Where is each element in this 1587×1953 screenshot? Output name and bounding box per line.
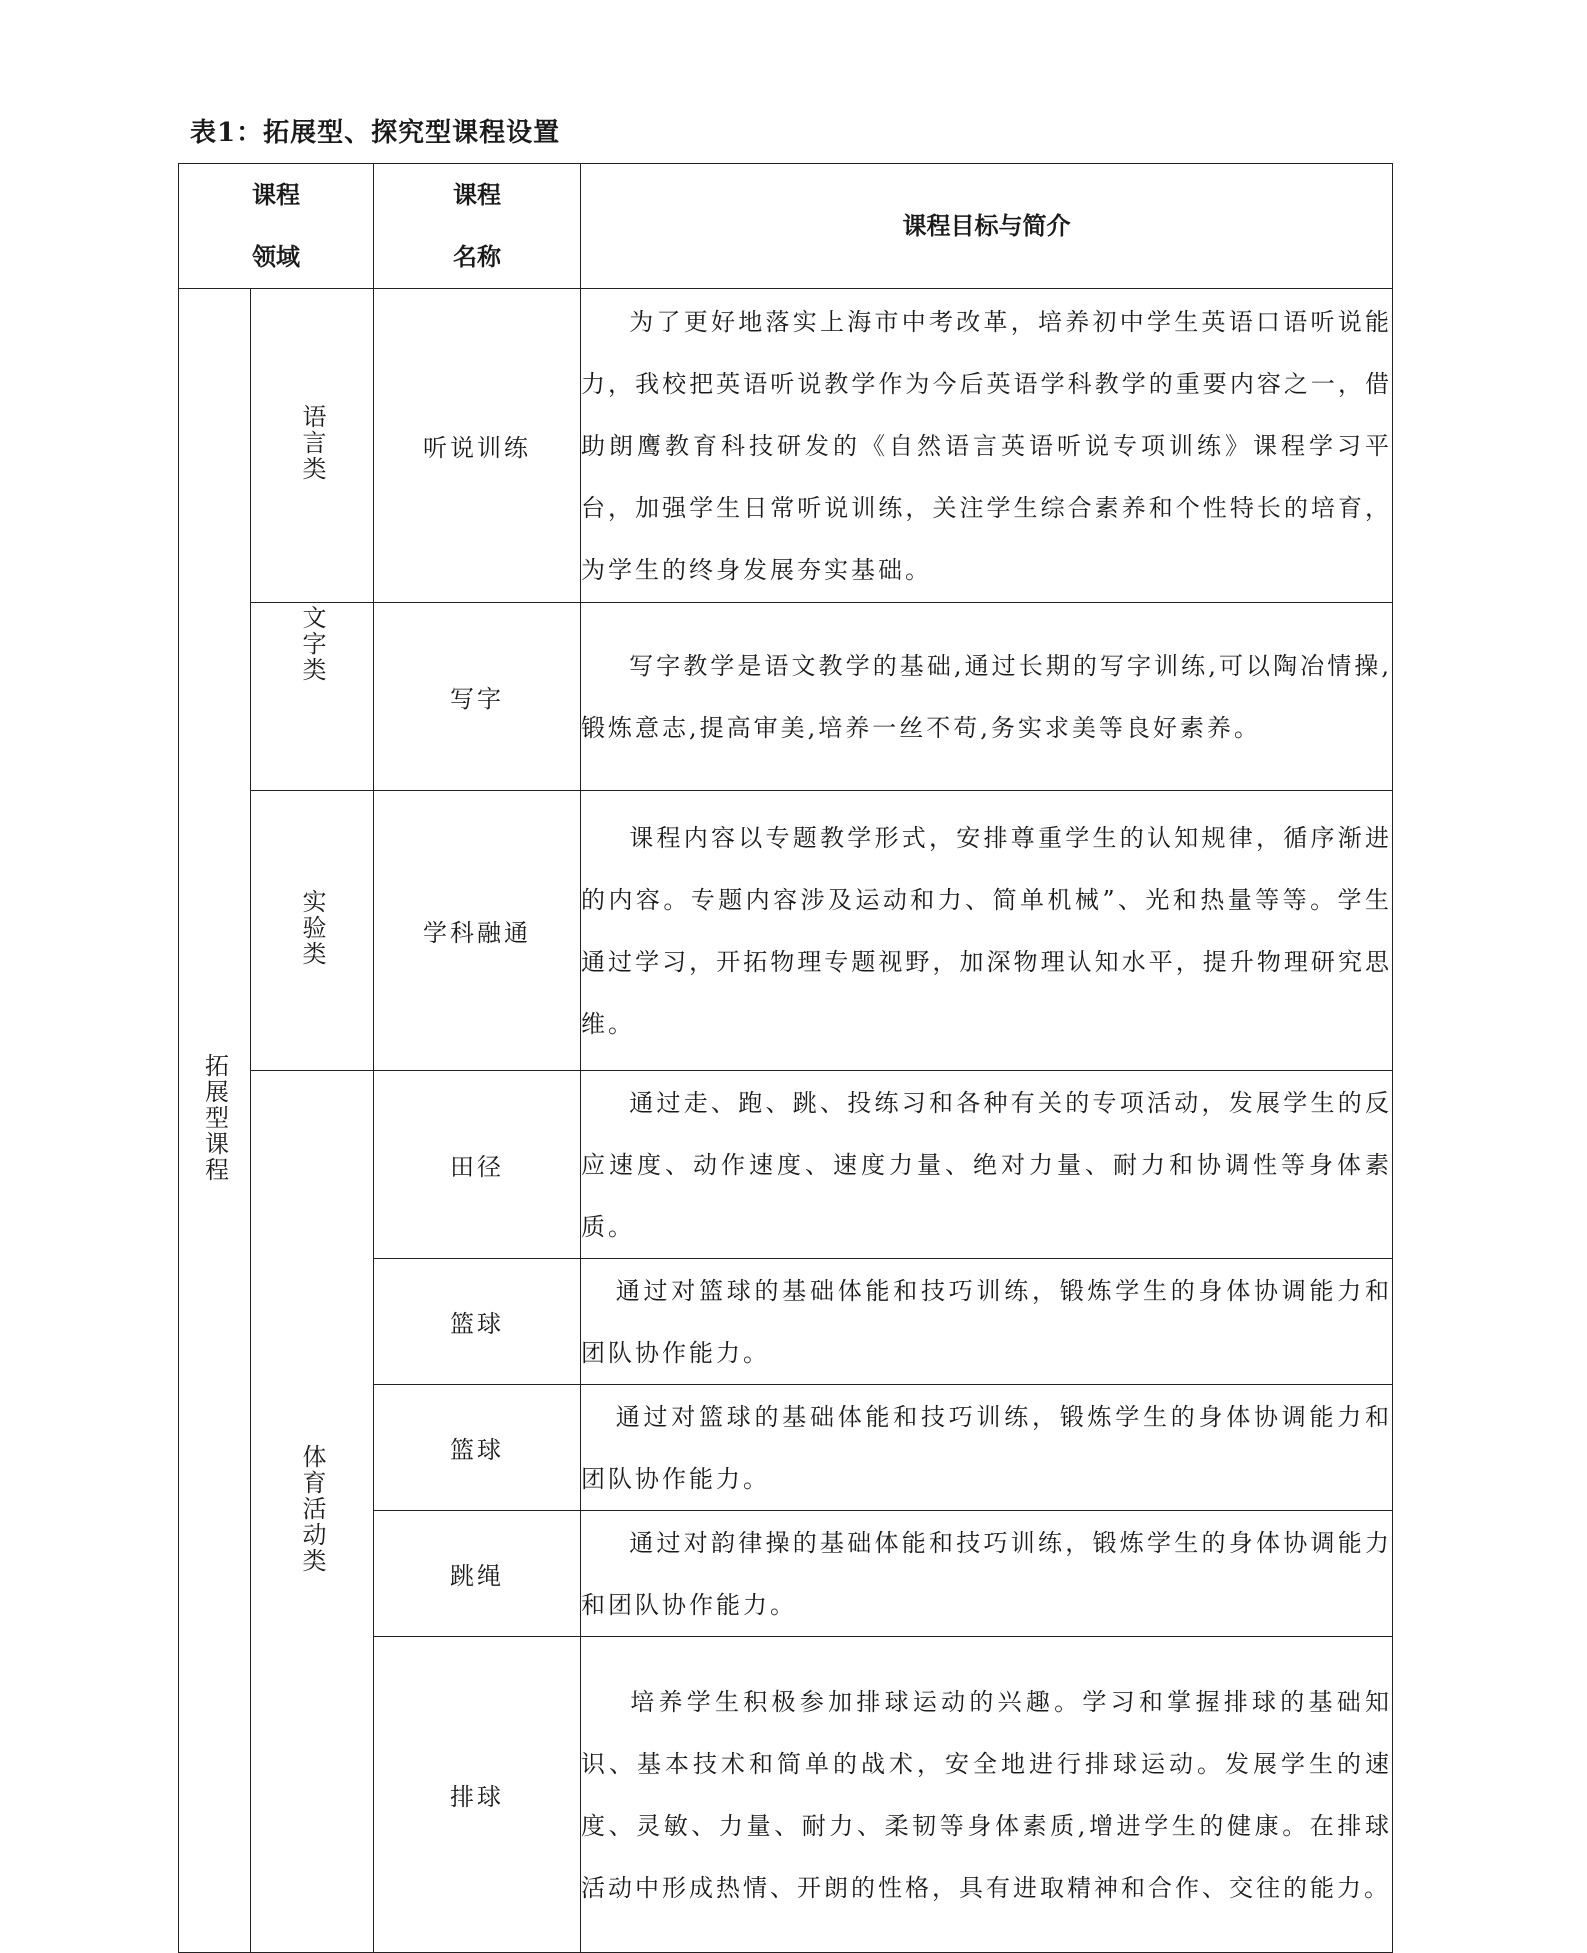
subcategory-label: 实验类 xyxy=(298,888,326,967)
course-description: 培养学生积极参加排球运动的兴趣。学习和掌握排球的基础知识、基本技术和简单的战术，安全地进行排球运动。发展学生的速度、灵敏、力量、耐力、柔韧等身体素质,增进学生的健康。在排球活动中形成热情、开朗的性格，具有进取精神和合作、交往的能力。 xyxy=(581,1637,1393,1953)
course-description: 课程内容以专题教学形式，安排尊重学生的认知规律，循序渐进的内容。专题内容涉及运动和力、简单机械”、光和热量等等。学生通过学习，开拓物理专题视野，加深物理认知水平，提升物理研究思维。 xyxy=(581,791,1393,1071)
category-cell xyxy=(179,289,251,1953)
course-name: 田径 xyxy=(374,1071,581,1259)
header-domain xyxy=(179,164,374,289)
subcategory-language xyxy=(251,289,374,603)
course-description: 通过走、跑、跳、投练习和各种有关的专项活动，发展学生的反应速度、动作速度、速度力量、绝对力量、耐力和协调性等身体素质。 xyxy=(581,1071,1393,1259)
header-domain-line1: 课程 xyxy=(252,180,300,209)
course-description: 通过对韵律操的基础体能和技巧训练，锻炼学生的身体协调能力和团队协作能力。 xyxy=(581,1511,1393,1637)
course-name: 排球 xyxy=(374,1637,581,1953)
table-caption: 表1：拓展型、探究型课程设置 xyxy=(190,118,561,148)
table-row xyxy=(179,289,1393,603)
course-name: 写字 xyxy=(374,603,581,791)
table-row xyxy=(179,1071,1393,1259)
course-description: 通过对篮球的基础体能和技巧训练，锻炼学生的身体协调能力和团队协作能力。 xyxy=(581,1385,1393,1511)
header-domain-line2: 领域 xyxy=(252,242,300,271)
course-name: 篮球 xyxy=(374,1385,581,1511)
course-name: 篮球 xyxy=(374,1259,581,1385)
header-name-line2: 名称 xyxy=(453,242,501,271)
subcategory-label: 文字类 xyxy=(298,605,326,683)
table-row xyxy=(179,603,1393,791)
header-name xyxy=(374,164,581,289)
subcategory-writing xyxy=(251,603,374,791)
subcategory-label: 体育活动类 xyxy=(298,1443,326,1574)
subcategory-sports xyxy=(251,1071,374,1953)
course-name: 学科融通 xyxy=(374,791,581,1071)
header-goal: 课程目标与简介 xyxy=(581,164,1393,289)
header-row xyxy=(179,164,1393,289)
subcategory-experiment xyxy=(251,791,374,1071)
course-table xyxy=(178,163,1393,1953)
table-row xyxy=(179,791,1393,1071)
subcategory-label: 语言类 xyxy=(298,404,326,482)
header-name-line1: 课程 xyxy=(453,180,501,209)
course-name: 跳绳 xyxy=(374,1511,581,1637)
course-description: 通过对篮球的基础体能和技巧训练，锻炼学生的身体协调能力和团队协作能力。 xyxy=(581,1259,1393,1385)
course-description: 为了更好地落实上海市中考改革，培养初中学生英语口语听说能力，我校把英语听说教学作为今后英语学科教学的重要内容之一，借助朗鹰教育科技研发的《自然语言英语听说专项训练》课程学习平台，加强学生日常听说训练，关注学生综合素养和个性特长的培育，为学生的终身发展夯实基础。 xyxy=(581,289,1393,603)
course-name: 听说训练 xyxy=(374,289,581,603)
course-description: 写字教学是语文教学的基础,通过长期的写字训练,可以陶冶情操,锻炼意志,提高审美,培养一丝不苟,务实求美等良好素养。 xyxy=(581,603,1393,791)
category-label: 拓展型课程 xyxy=(200,1052,229,1183)
